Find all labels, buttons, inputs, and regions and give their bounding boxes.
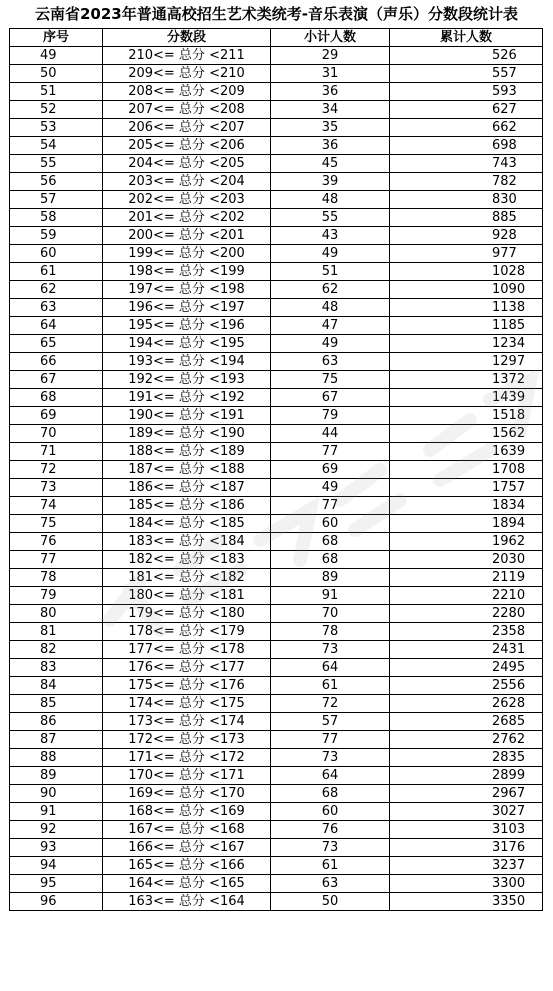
table-row: [10, 299, 543, 317]
cell-subtotal: 77: [271, 443, 390, 461]
cell-score-range: 181<= 总分 <182: [103, 569, 271, 587]
cell-index: 82: [10, 641, 103, 659]
cell-index: 89: [10, 767, 103, 785]
cell-subtotal: 57: [271, 713, 390, 731]
cell-index: 65: [10, 335, 103, 353]
cell-cumulative: 1372: [390, 371, 543, 389]
table-row: [10, 551, 543, 569]
table-row: [10, 821, 543, 839]
cell-subtotal: 61: [271, 677, 390, 695]
cell-score-range: 180<= 总分 <181: [103, 587, 271, 605]
cell-subtotal: 64: [271, 767, 390, 785]
table-row: [10, 749, 543, 767]
cell-index: 55: [10, 155, 103, 173]
table-row: [10, 875, 543, 893]
cell-score-range: 186<= 总分 <187: [103, 479, 271, 497]
cell-cumulative: 1518: [390, 407, 543, 425]
cell-score-range: 179<= 总分 <180: [103, 605, 271, 623]
cell-cumulative: 2210: [390, 587, 543, 605]
table-row: [10, 281, 543, 299]
cell-cumulative: 1834: [390, 497, 543, 515]
table-row: [10, 47, 543, 65]
cell-score-range: 209<= 总分 <210: [103, 65, 271, 83]
table-row: [10, 65, 543, 83]
cell-score-range: 167<= 总分 <168: [103, 821, 271, 839]
table-row: [10, 479, 543, 497]
cell-index: 87: [10, 731, 103, 749]
cell-cumulative: 3027: [390, 803, 543, 821]
cell-subtotal: 29: [271, 47, 390, 65]
cell-cumulative: 1439: [390, 389, 543, 407]
cell-subtotal: 73: [271, 641, 390, 659]
cell-cumulative: 1234: [390, 335, 543, 353]
cell-score-range: 172<= 总分 <173: [103, 731, 271, 749]
cell-index: 58: [10, 209, 103, 227]
cell-subtotal: 50: [271, 893, 390, 911]
cell-score-range: 176<= 总分 <177: [103, 659, 271, 677]
table-row: [10, 677, 543, 695]
cell-subtotal: 51: [271, 263, 390, 281]
cell-cumulative: 1894: [390, 515, 543, 533]
cell-subtotal: 72: [271, 695, 390, 713]
cell-subtotal: 76: [271, 821, 390, 839]
cell-score-range: 184<= 总分 <185: [103, 515, 271, 533]
cell-score-range: 178<= 总分 <179: [103, 623, 271, 641]
cell-cumulative: 593: [390, 83, 543, 101]
cell-cumulative: 2628: [390, 695, 543, 713]
cell-subtotal: 68: [271, 533, 390, 551]
cell-subtotal: 67: [271, 389, 390, 407]
table-row: [10, 515, 543, 533]
cell-subtotal: 49: [271, 479, 390, 497]
cell-index: 68: [10, 389, 103, 407]
cell-cumulative: 2899: [390, 767, 543, 785]
cell-cumulative: 1639: [390, 443, 543, 461]
cell-index: 91: [10, 803, 103, 821]
cell-index: 67: [10, 371, 103, 389]
cell-score-range: 190<= 总分 <191: [103, 407, 271, 425]
cell-subtotal: 73: [271, 839, 390, 857]
table-row: [10, 695, 543, 713]
table-row: [10, 605, 543, 623]
table-row: [10, 101, 543, 119]
cell-cumulative: 1708: [390, 461, 543, 479]
table-row: [10, 245, 543, 263]
cell-cumulative: 3176: [390, 839, 543, 857]
table-row: [10, 857, 543, 875]
table-body: [10, 47, 543, 911]
table-row: [10, 533, 543, 551]
cell-cumulative: 3300: [390, 875, 543, 893]
cell-index: 92: [10, 821, 103, 839]
cell-cumulative: 2030: [390, 551, 543, 569]
cell-index: 74: [10, 497, 103, 515]
cell-index: 93: [10, 839, 103, 857]
cell-subtotal: 60: [271, 803, 390, 821]
cell-cumulative: 557: [390, 65, 543, 83]
cell-subtotal: 63: [271, 875, 390, 893]
cell-score-range: 192<= 总分 <193: [103, 371, 271, 389]
cell-score-range: 193<= 总分 <194: [103, 353, 271, 371]
table-row: [10, 407, 543, 425]
cell-index: 75: [10, 515, 103, 533]
cell-cumulative: 782: [390, 173, 543, 191]
cell-score-range: 206<= 总分 <207: [103, 119, 271, 137]
cell-subtotal: 48: [271, 191, 390, 209]
cell-score-range: 203<= 总分 <204: [103, 173, 271, 191]
table-row: [10, 767, 543, 785]
cell-subtotal: 36: [271, 137, 390, 155]
cell-score-range: 164<= 总分 <165: [103, 875, 271, 893]
cell-cumulative: 1138: [390, 299, 543, 317]
table-row: [10, 731, 543, 749]
cell-index: 49: [10, 47, 103, 65]
cell-cumulative: 1185: [390, 317, 543, 335]
cell-index: 70: [10, 425, 103, 443]
cell-subtotal: 69: [271, 461, 390, 479]
cell-score-range: 210<= 总分 <211: [103, 47, 271, 65]
cell-index: 83: [10, 659, 103, 677]
cell-subtotal: 45: [271, 155, 390, 173]
cell-subtotal: 61: [271, 857, 390, 875]
cell-cumulative: 662: [390, 119, 543, 137]
cell-index: 81: [10, 623, 103, 641]
cell-index: 57: [10, 191, 103, 209]
cell-subtotal: 48: [271, 299, 390, 317]
cell-index: 95: [10, 875, 103, 893]
cell-score-range: 199<= 总分 <200: [103, 245, 271, 263]
header-score-range: 分数段: [103, 29, 271, 47]
table-row: [10, 317, 543, 335]
cell-cumulative: 2556: [390, 677, 543, 695]
table-row: [10, 209, 543, 227]
cell-cumulative: 1028: [390, 263, 543, 281]
cell-cumulative: 928: [390, 227, 543, 245]
cell-index: 63: [10, 299, 103, 317]
cell-index: 66: [10, 353, 103, 371]
cell-subtotal: 73: [271, 749, 390, 767]
cell-cumulative: 698: [390, 137, 543, 155]
cell-index: 77: [10, 551, 103, 569]
cell-cumulative: 1962: [390, 533, 543, 551]
table-row: [10, 83, 543, 101]
cell-subtotal: 60: [271, 515, 390, 533]
cell-index: 64: [10, 317, 103, 335]
cell-subtotal: 36: [271, 83, 390, 101]
cell-subtotal: 91: [271, 587, 390, 605]
cell-score-range: 194<= 总分 <195: [103, 335, 271, 353]
cell-score-range: 204<= 总分 <205: [103, 155, 271, 173]
table-row: [10, 191, 543, 209]
cell-score-range: 166<= 总分 <167: [103, 839, 271, 857]
cell-score-range: 182<= 总分 <183: [103, 551, 271, 569]
cell-cumulative: 627: [390, 101, 543, 119]
cell-score-range: 207<= 总分 <208: [103, 101, 271, 119]
cell-index: 79: [10, 587, 103, 605]
page-title: 云南省2023年普通高校招生艺术类统考-音乐表演（声乐）分数段统计表: [35, 5, 518, 23]
cell-subtotal: 55: [271, 209, 390, 227]
table-header-row: [10, 29, 543, 47]
cell-cumulative: 2967: [390, 785, 543, 803]
cell-index: 61: [10, 263, 103, 281]
cell-score-range: 171<= 总分 <172: [103, 749, 271, 767]
cell-index: 86: [10, 713, 103, 731]
header-cumulative: 累计人数: [390, 29, 543, 47]
cell-score-range: 187<= 总分 <188: [103, 461, 271, 479]
table-row: [10, 641, 543, 659]
cell-index: 69: [10, 407, 103, 425]
table-row: [10, 839, 543, 857]
cell-score-range: 201<= 总分 <202: [103, 209, 271, 227]
cell-cumulative: 2280: [390, 605, 543, 623]
cell-index: 72: [10, 461, 103, 479]
cell-score-range: 197<= 总分 <198: [103, 281, 271, 299]
cell-cumulative: 2685: [390, 713, 543, 731]
table-row: [10, 137, 543, 155]
cell-cumulative: 743: [390, 155, 543, 173]
cell-cumulative: 1757: [390, 479, 543, 497]
cell-cumulative: 1297: [390, 353, 543, 371]
table-row: [10, 353, 543, 371]
cell-index: 54: [10, 137, 103, 155]
cell-subtotal: 63: [271, 353, 390, 371]
cell-cumulative: 2495: [390, 659, 543, 677]
cell-cumulative: 2762: [390, 731, 543, 749]
cell-index: 76: [10, 533, 103, 551]
cell-subtotal: 44: [271, 425, 390, 443]
cell-index: 59: [10, 227, 103, 245]
cell-subtotal: 43: [271, 227, 390, 245]
cell-subtotal: 68: [271, 551, 390, 569]
cell-score-range: 198<= 总分 <199: [103, 263, 271, 281]
cell-subtotal: 68: [271, 785, 390, 803]
cell-index: 96: [10, 893, 103, 911]
cell-cumulative: 1090: [390, 281, 543, 299]
table-row: [10, 569, 543, 587]
header-subtotal: 小计人数: [271, 29, 390, 47]
table-row: [10, 371, 543, 389]
cell-subtotal: 31: [271, 65, 390, 83]
cell-score-range: 173<= 总分 <174: [103, 713, 271, 731]
cell-index: 50: [10, 65, 103, 83]
table-row: [10, 803, 543, 821]
cell-score-range: 175<= 总分 <176: [103, 677, 271, 695]
table-row: [10, 587, 543, 605]
header-index: 序号: [10, 29, 103, 47]
cell-score-range: 202<= 总分 <203: [103, 191, 271, 209]
table-row: [10, 227, 543, 245]
cell-index: 90: [10, 785, 103, 803]
cell-cumulative: 830: [390, 191, 543, 209]
cell-score-range: 170<= 总分 <171: [103, 767, 271, 785]
table-row: [10, 659, 543, 677]
cell-score-range: 189<= 总分 <190: [103, 425, 271, 443]
table-row: [10, 713, 543, 731]
cell-score-range: 208<= 总分 <209: [103, 83, 271, 101]
table-row: [10, 443, 543, 461]
table-row: [10, 497, 543, 515]
cell-index: 71: [10, 443, 103, 461]
cell-score-range: 185<= 总分 <186: [103, 497, 271, 515]
cell-subtotal: 49: [271, 245, 390, 263]
cell-cumulative: 2119: [390, 569, 543, 587]
cell-score-range: 183<= 总分 <184: [103, 533, 271, 551]
cell-index: 85: [10, 695, 103, 713]
table-row: [10, 173, 543, 191]
cell-score-range: 165<= 总分 <166: [103, 857, 271, 875]
cell-subtotal: 39: [271, 173, 390, 191]
cell-subtotal: 70: [271, 605, 390, 623]
score-distribution-table: [9, 28, 543, 911]
cell-cumulative: 977: [390, 245, 543, 263]
table-row: [10, 425, 543, 443]
cell-index: 51: [10, 83, 103, 101]
cell-score-range: 205<= 总分 <206: [103, 137, 271, 155]
cell-index: 80: [10, 605, 103, 623]
cell-cumulative: 2358: [390, 623, 543, 641]
cell-score-range: 177<= 总分 <178: [103, 641, 271, 659]
cell-score-range: 195<= 总分 <196: [103, 317, 271, 335]
cell-cumulative: 1562: [390, 425, 543, 443]
cell-score-range: 200<= 总分 <201: [103, 227, 271, 245]
cell-score-range: 188<= 总分 <189: [103, 443, 271, 461]
cell-index: 78: [10, 569, 103, 587]
table-row: [10, 335, 543, 353]
cell-cumulative: 885: [390, 209, 543, 227]
cell-index: 53: [10, 119, 103, 137]
table-row: [10, 263, 543, 281]
table-row: [10, 893, 543, 911]
cell-score-range: 196<= 总分 <197: [103, 299, 271, 317]
cell-index: 56: [10, 173, 103, 191]
cell-index: 94: [10, 857, 103, 875]
cell-cumulative: 3103: [390, 821, 543, 839]
cell-score-range: 174<= 总分 <175: [103, 695, 271, 713]
cell-score-range: 168<= 总分 <169: [103, 803, 271, 821]
cell-index: 60: [10, 245, 103, 263]
cell-subtotal: 77: [271, 497, 390, 515]
cell-subtotal: 77: [271, 731, 390, 749]
cell-index: 52: [10, 101, 103, 119]
cell-subtotal: 34: [271, 101, 390, 119]
cell-index: 84: [10, 677, 103, 695]
cell-score-range: 169<= 总分 <170: [103, 785, 271, 803]
cell-subtotal: 78: [271, 623, 390, 641]
cell-cumulative: 2431: [390, 641, 543, 659]
cell-subtotal: 89: [271, 569, 390, 587]
cell-subtotal: 47: [271, 317, 390, 335]
cell-index: 88: [10, 749, 103, 767]
table-row: [10, 461, 543, 479]
table-row: [10, 623, 543, 641]
cell-subtotal: 35: [271, 119, 390, 137]
cell-subtotal: 75: [271, 371, 390, 389]
cell-score-range: 191<= 总分 <192: [103, 389, 271, 407]
cell-cumulative: 3350: [390, 893, 543, 911]
table-row: [10, 389, 543, 407]
cell-score-range: 163<= 总分 <164: [103, 893, 271, 911]
table-row: [10, 119, 543, 137]
cell-cumulative: 2835: [390, 749, 543, 767]
cell-subtotal: 79: [271, 407, 390, 425]
cell-cumulative: 3237: [390, 857, 543, 875]
cell-index: 73: [10, 479, 103, 497]
table-row: [10, 155, 543, 173]
cell-cumulative: 526: [390, 47, 543, 65]
table-row: [10, 785, 543, 803]
cell-subtotal: 49: [271, 335, 390, 353]
cell-subtotal: 64: [271, 659, 390, 677]
cell-index: 62: [10, 281, 103, 299]
cell-subtotal: 62: [271, 281, 390, 299]
